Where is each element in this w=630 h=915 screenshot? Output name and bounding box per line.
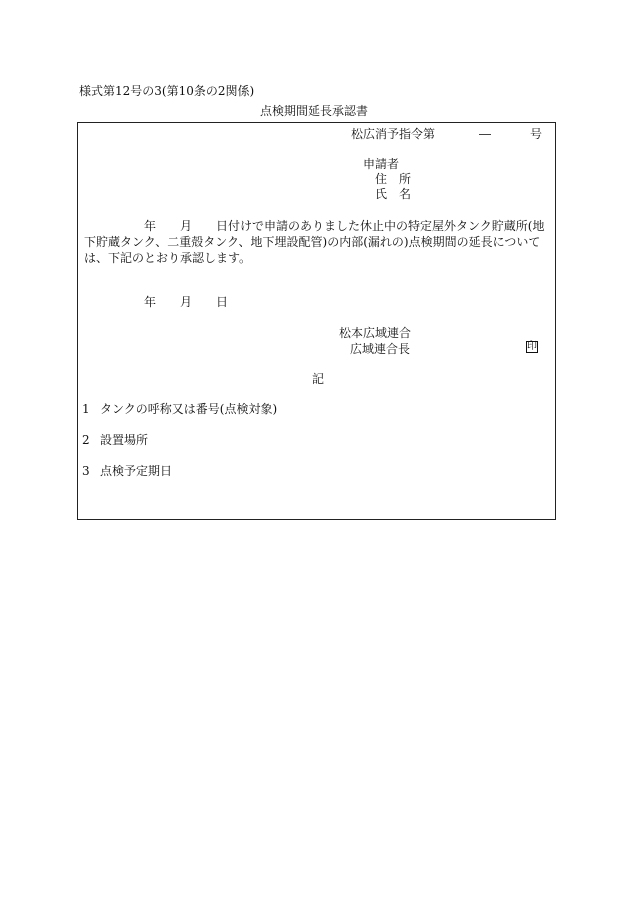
list-item-label: タンクの呼称又は番号(点検対象) <box>100 402 278 416</box>
list-item-number: 1 <box>82 402 90 416</box>
name-label: 氏 名 <box>375 187 412 201</box>
approval-body-text: 年 月 日付けで申請のありました休止中の特定屋外タンク貯蔵所(地下貯蔵タンク、二重殻タンク、地下埋設配管)の内部(漏れの)点検期間の延長については、下記のとおり承認します。 <box>84 219 545 265</box>
list-item-label: 点検予定期日 <box>100 464 173 478</box>
approval-date: 年 月 日 <box>144 295 229 309</box>
document-title: 点検期間延長承認書 <box>260 104 369 118</box>
address-label: 住 所 <box>375 172 412 186</box>
document-number-suffix: 号 <box>530 127 543 141</box>
ki-label: 記 <box>312 372 325 386</box>
issuer-organization: 松本広域連合 <box>339 326 412 340</box>
list-item-number: 3 <box>82 464 90 478</box>
seal-mark: 印 <box>527 341 537 352</box>
issuer-title: 広域連合長 <box>350 342 411 356</box>
document-number-dash: ― <box>479 127 491 141</box>
list-item <box>82 403 277 415</box>
applicant-heading: 申請者 <box>363 157 400 171</box>
document-number-prefix: 松広消予指令第 <box>351 127 436 141</box>
list-item <box>82 465 172 477</box>
list-item-label: 設置場所 <box>100 433 149 447</box>
list-item-number: 2 <box>82 433 90 447</box>
list-item <box>82 434 148 446</box>
document-frame <box>77 122 556 520</box>
form-code: 様式第12号の3(第10条の2関係) <box>79 84 255 98</box>
